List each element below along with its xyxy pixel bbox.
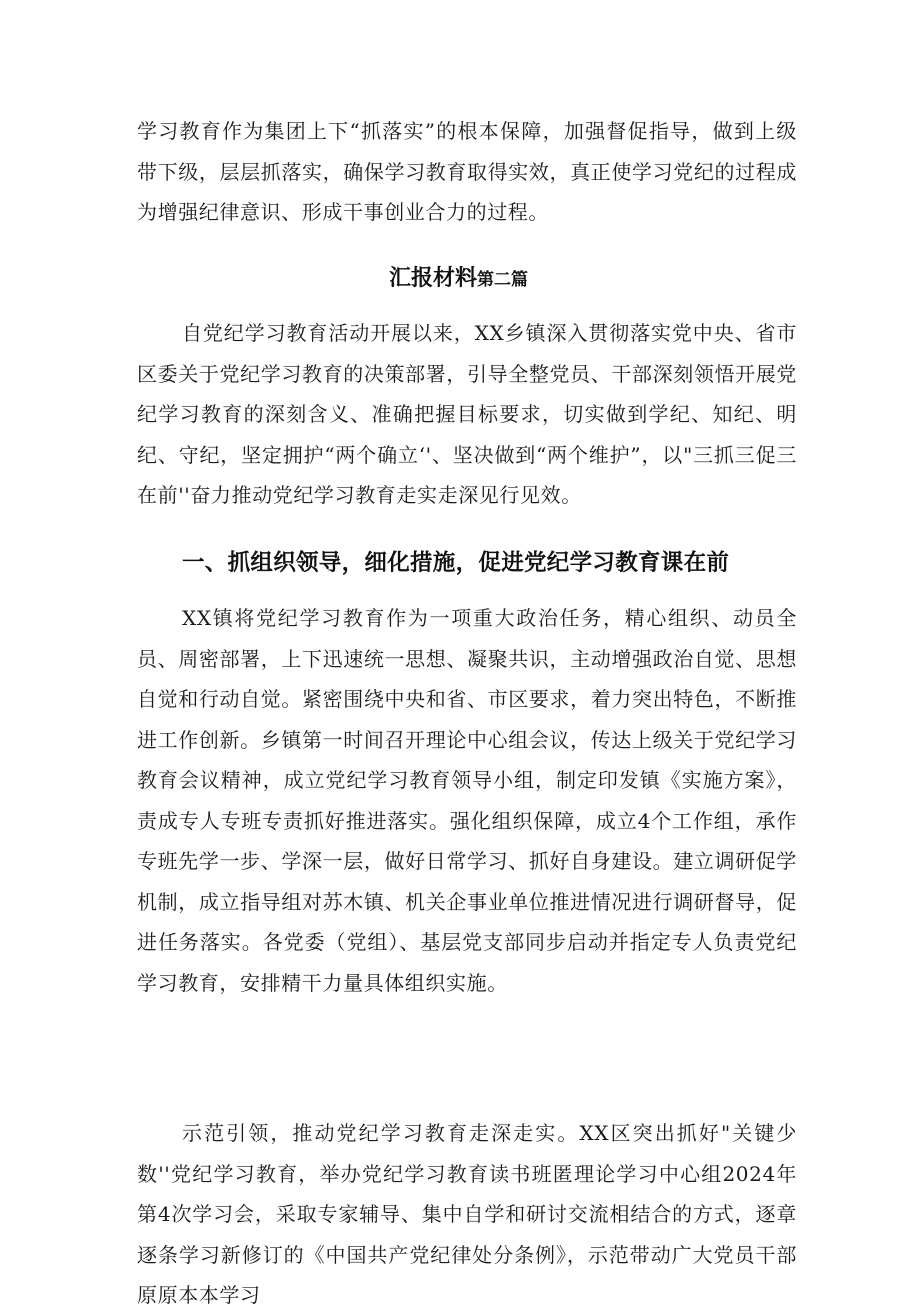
title-main: 汇报材料 xyxy=(389,266,478,291)
section1-paragraph: XX镇将党纪学习教育作为一项重大政治任务，精心组织、动员全员、周密部署，上下迅速统一思想、凝聚共识，主动增强政治自觉、思想自觉和行动自觉。紧密围绕中央和省、市区要求，着力突出特色，不断推进工作创新。乡镇第一时间召开理论中心组会议，传达上级关于党纪学习教育会议精神，成立党纪学习教育领导小组，制定印发镇《实施方案》，责成专人专班专责抓好推进落实。强化组织保障，成立4个工作组，承作专班先学一步、学深一层，做好日常学习、抓好自身建设。建立调研促学机制，成立指导组对苏木镇、机关企事业单位推进情况进行调研督导，促进任务落实。各党委（党组）、基层党支部同步启动并指定专人负责党纪学习教育，安排精干力量具体组织实施。 xyxy=(137,606,797,995)
title-suffix: 第二篇 xyxy=(477,270,529,290)
intro-paragraph: 自党纪学习教育活动开展以来，XX乡镇深入贯彻落实党中央、省市区委关于党纪学习教育的决策部署，引导全整党员、干部深刻领悟开展党纪学习教育的深刻含义、准确把握目标要求，切实做到学纪、知纪、明纪、守纪，坚定拥护“两个确立‘'、坚决做到“两个维护”，以"三抓三促三在前''奋力推动党纪学习教育走实走深见行见效。 xyxy=(137,321,797,507)
section-heading-1: 一、抓组织领导，细化措施，促进党纪学习教育课在前 xyxy=(182,550,730,576)
section1-paragraph-2: 示范引领，推动党纪学习教育走深走实。XX区突出抓好"关键少数''党纪学习教育，举办党纪学习教育读书班匿理论学习中心组2024年第4次学习会，采取专家辅导、集中自学和研讨交流相结合的方式，逐章逐条学习新修订的《中国共产党纪律处分条例》，示范带动广大党员干部原原本本学习 xyxy=(137,1121,797,1307)
document-title xyxy=(389,261,528,292)
paragraph-continuation: 学习教育作为集团上下“抓落实”的根本保障，加强督促指导，做到上级带下级，层层抓落实，确保学习教育取得实效，真正使学习党纪的过程成为增强纪律意识、形成干事创业合力的过程。 xyxy=(137,119,797,224)
